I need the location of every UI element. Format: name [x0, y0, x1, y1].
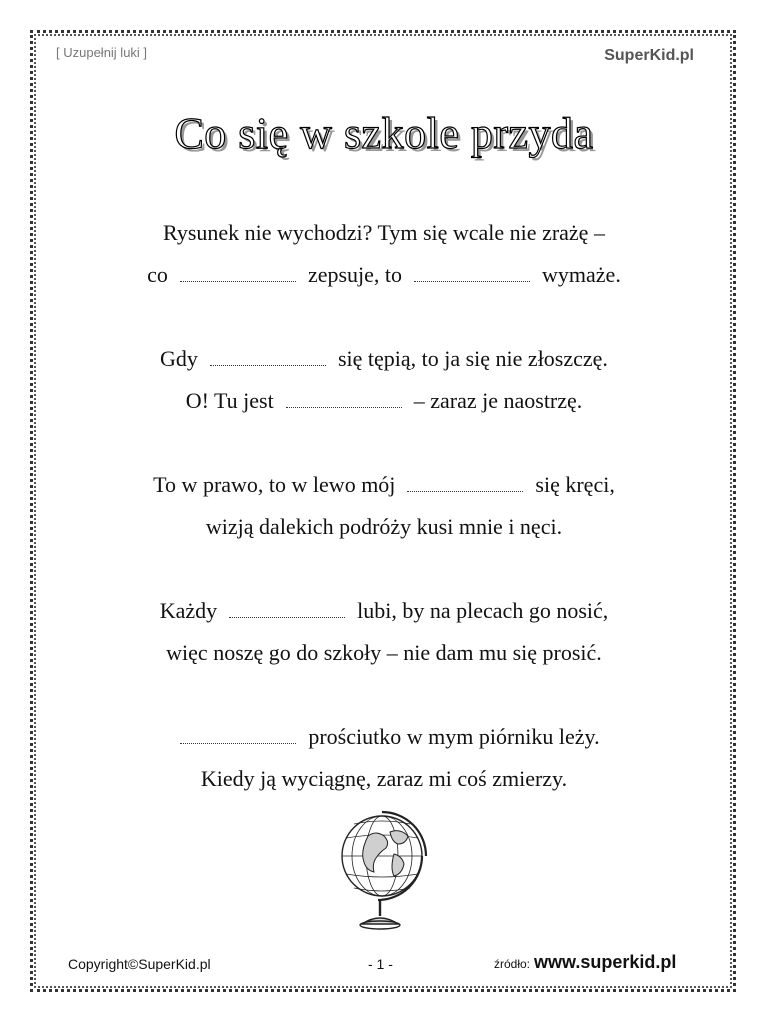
text-fragment: lubi, by na plecach go nosić,	[357, 598, 609, 623]
text-fragment: Gdy	[160, 346, 198, 371]
stanza-4-line-2	[0, 632, 768, 674]
page-title: Co się w szkole przyda	[174, 109, 594, 158]
answer-blank[interactable]	[414, 267, 530, 282]
source-link[interactable]: www.superkid.pl	[534, 952, 677, 972]
text-fragment: Kiedy ją wyciągnę, zaraz mi coś zmierzy.	[200, 766, 568, 791]
text-fragment: wymaże.	[542, 262, 621, 287]
text-fragment: się tępią, to ja się nie złoszczę.	[337, 346, 608, 371]
globe-icon	[332, 806, 436, 934]
text-fragment: co	[147, 262, 168, 287]
text-fragment: prościutko w mym piórniku leży.	[308, 724, 600, 749]
stanza-3-line-1	[0, 464, 768, 506]
stanza-3-line-2	[0, 506, 768, 548]
answer-blank[interactable]	[407, 477, 523, 492]
text-fragment: O! Tu jest	[185, 388, 274, 413]
stanza-1-line-2	[0, 254, 768, 296]
answer-blank[interactable]	[229, 603, 345, 618]
stanza-1	[0, 212, 768, 296]
text-fragment: więc noszę go do szkoły – nie dam mu się prosić.	[166, 640, 602, 665]
text-fragment: wizją dalekich podróży kusi mnie i nęci.	[205, 514, 563, 539]
text-fragment: – zaraz je naostrzę.	[413, 388, 583, 413]
page-number: - 1 -	[368, 956, 393, 972]
worksheet-type-label: [ Uzupełnij luki ]	[56, 45, 148, 60]
stanza-2-line-1	[0, 338, 768, 380]
text-fragment: zepsuje, to	[307, 262, 403, 287]
stanza-5	[0, 716, 768, 800]
stanza-4	[0, 590, 768, 674]
brand-label: SuperKid.pl	[604, 47, 694, 64]
source-info	[494, 952, 676, 973]
answer-blank[interactable]	[286, 393, 402, 408]
answer-blank[interactable]	[180, 267, 296, 282]
stanza-5-line-2	[0, 758, 768, 800]
answer-blank[interactable]	[180, 729, 296, 744]
stanza-1-line-1	[0, 212, 768, 254]
source-label: źródło:	[494, 957, 531, 971]
answer-blank[interactable]	[210, 351, 326, 366]
stanza-4-line-1	[0, 590, 768, 632]
text-fragment: To w prawo, to w lewo mój	[153, 472, 396, 497]
text-fragment: Rysunek nie wychodzi? Tym się wcale nie zrażę –	[163, 220, 605, 245]
text-fragment: Każdy	[159, 598, 218, 623]
copyright-text: Copyright©SuperKid.pl	[68, 956, 211, 972]
stanza-2-line-2	[0, 380, 768, 422]
stanza-3	[0, 464, 768, 548]
stanza-2	[0, 338, 768, 422]
text-fragment: się kręci,	[535, 472, 615, 497]
stanza-5-line-1	[0, 716, 768, 758]
